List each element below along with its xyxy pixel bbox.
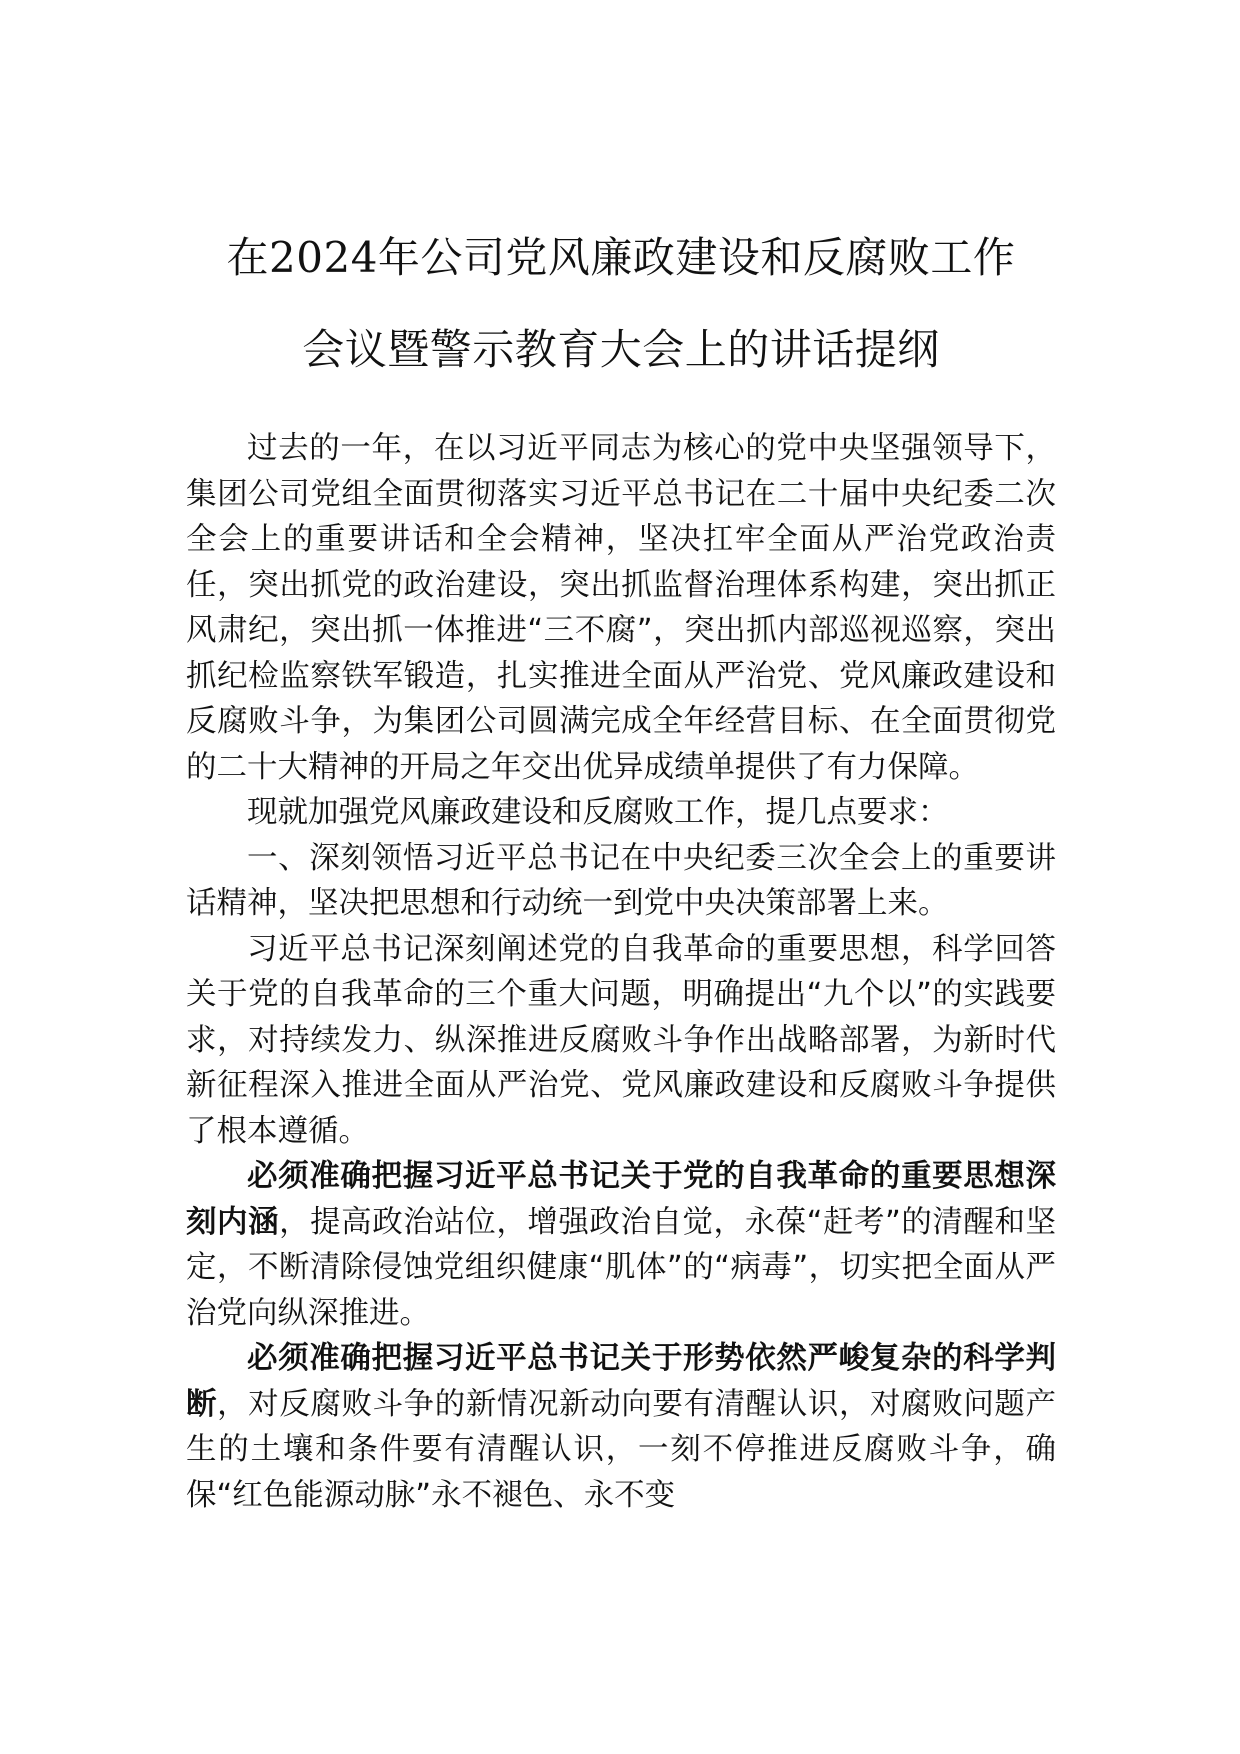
paragraph-bold-lead: 必须准确把握习近平总书记关于形势依然严峻复杂的科学判断 [186, 1341, 1056, 1422]
paragraph-bold-lead: 必须准确把握习近平总书记关于党的自我革命的重要思想深刻内涵 [186, 1159, 1056, 1240]
paragraph-text: ，提高政治站位，增强政治自觉，永葆“赶考”的清醒和坚定，不断清除侵蚀党组织健康“肌体”的“病毒”，切实把全面从严治党向纵深推进。 [186, 1204, 1057, 1331]
paragraph-text: 习近平总书记深刻阐述党的自我革命的重要思想，科学回答关于党的自我革命的三个重大问题，明确提出“九个以”的实践要求，对持续发力、纵深推进反腐败斗争作出战略部署，为新时代新征程深入推进全面从严治党、党风廉政建设和反腐败斗争提供了根本遵循。 [186, 931, 1056, 1149]
paragraph-section-1-body [186, 927, 1056, 1155]
paragraph-text: 一、深刻领悟习近平总书记在中央纪委三次全会上的重要讲话精神，坚决把思想和行动统一到党中央决策部署上来。 [186, 840, 1056, 921]
paragraph-point-1 [186, 1154, 1056, 1336]
paragraph-text: ，对反腐败斗争的新情况新动向要有清醒认识，对腐败问题产生的土壤和条件要有清醒认识，一刻不停推进反腐败斗争，确保“红色能源动脉”永不褪色、永不变 [186, 1386, 1056, 1513]
paragraph-text: 过去的一年，在以习近平同志为核心的党中央坚强领导下，集团公司党组全面贯彻落实习近平总书记在二十届中央纪委二次全会上的重要讲话和全会精神，坚决扛牢全面从严治党政治责任，突出抓党的政治建设，突出抓监督治理体系构建，突出抓正风肃纪，突出抓一体推进“三不腐”，突出抓内部巡视巡察，突出抓纪检监察铁军锻造，扎实推进全面从严治党、党风廉政建设和反腐败斗争，为集团公司圆满完成全年经营目标、在全面贯彻党的二十大精神的开局之年交出优异成绩单提供了有力保障。 [186, 431, 1056, 785]
document-page [186, 0, 1056, 1754]
section-heading-1 [186, 836, 1056, 927]
document-body [186, 426, 1056, 1518]
paragraph-point-2 [186, 1336, 1056, 1518]
title-line-2: 会议暨警示教育大会上的讲话提纲 [302, 325, 940, 374]
paragraph-text: 现就加强党风廉政建设和反腐败工作，提几点要求： [247, 795, 949, 830]
document-title [186, 212, 1056, 396]
paragraph-intro [186, 426, 1056, 790]
paragraph-requirements-lead [186, 790, 1056, 836]
title-line-1: 在2024年公司党风廉政建设和反腐败工作 [226, 233, 1016, 282]
